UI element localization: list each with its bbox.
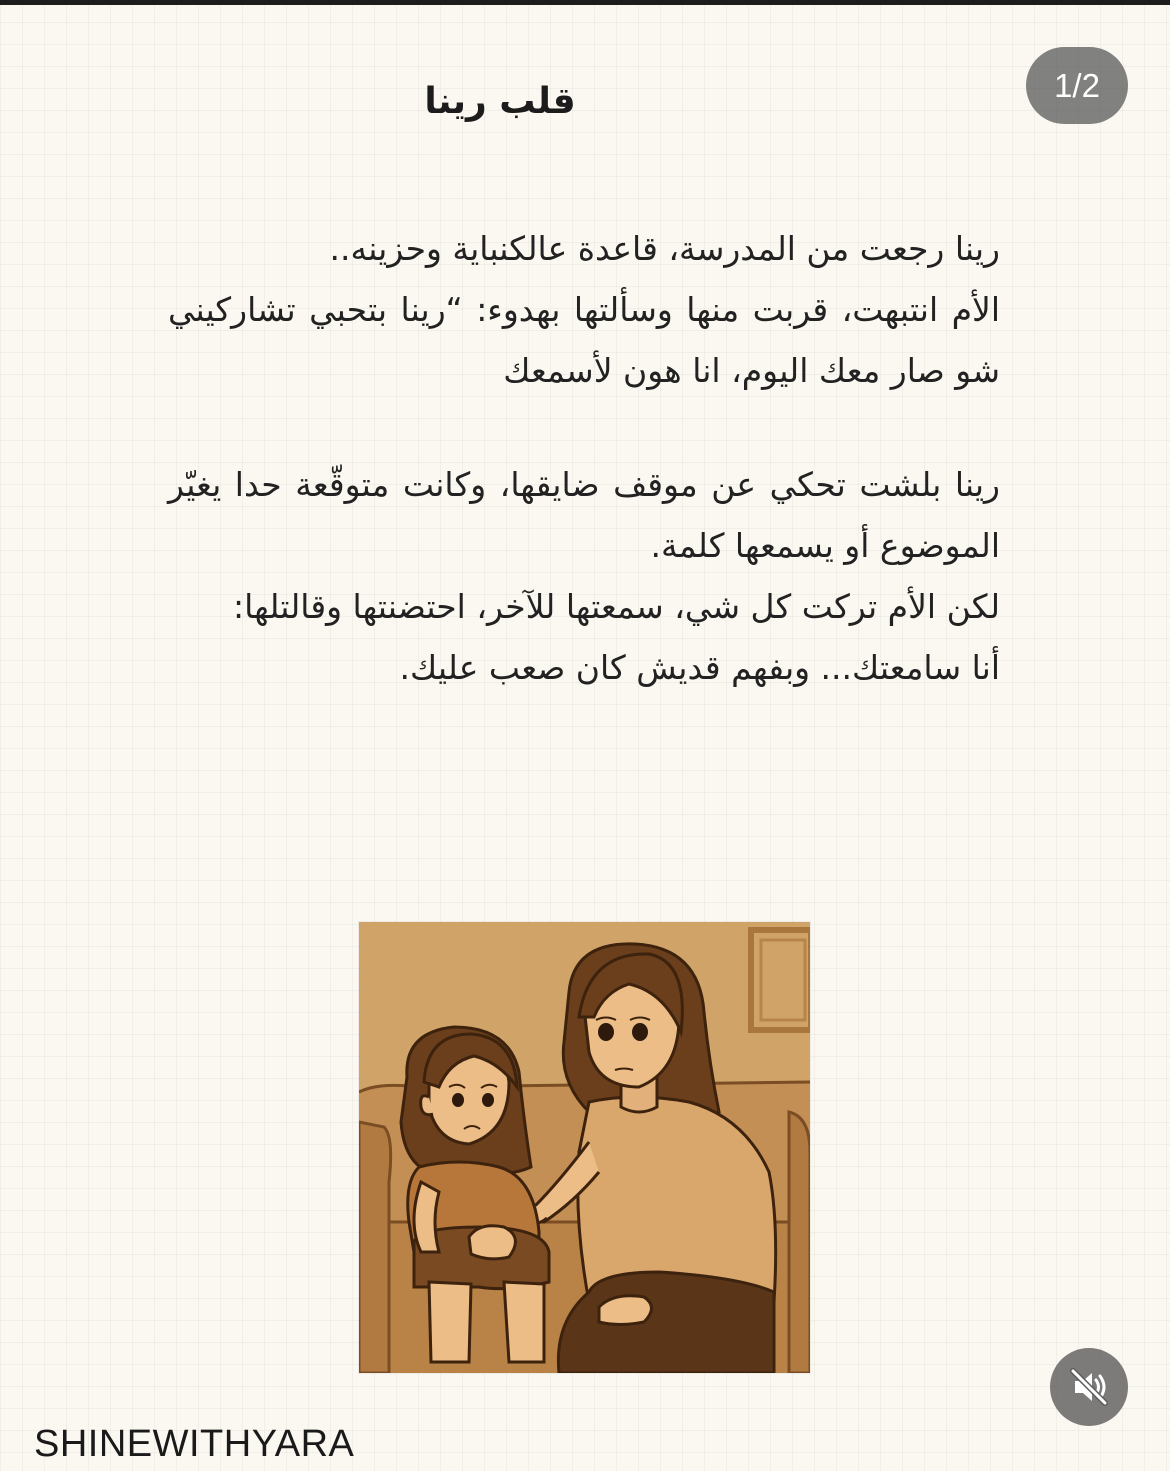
mother-daughter-illustration: [359, 922, 810, 1373]
volume-muted-icon: [1067, 1365, 1111, 1409]
page-counter: 1/2: [1026, 47, 1128, 124]
story-body: [168, 218, 1000, 698]
story-line: لكن الأم تركت كل شي، سمعتها للآخر، احتضنتها وقالتلها:: [232, 587, 1000, 626]
story-line: رينا بلشت تحكي عن موقف ضايقها، وكانت متوقّعة حدا يغيّر الموضوع أو يسمعها كلمة.: [168, 465, 1000, 565]
paragraph-gap: [168, 401, 1000, 454]
watermark: SHINEWITHYARA: [34, 1423, 355, 1465]
story-title: قلب رينا: [424, 81, 576, 122]
story-illustration: [359, 922, 810, 1373]
story-line: رينا رجعت من المدرسة، قاعدة عالكنباية وحزينه..: [329, 229, 1000, 268]
story-line: أنا سامعتك... وبفهم قديش كان صعب عليك.: [399, 648, 1000, 687]
story-line: الأم انتبهت، قربت منها وسألتها بهدوء: “رينا بتحبي تشاركيني شو صار معك اليوم، انا هون لأسمعك: [168, 290, 1000, 390]
mute-button[interactable]: [1050, 1348, 1128, 1426]
top-border: [0, 0, 1170, 5]
